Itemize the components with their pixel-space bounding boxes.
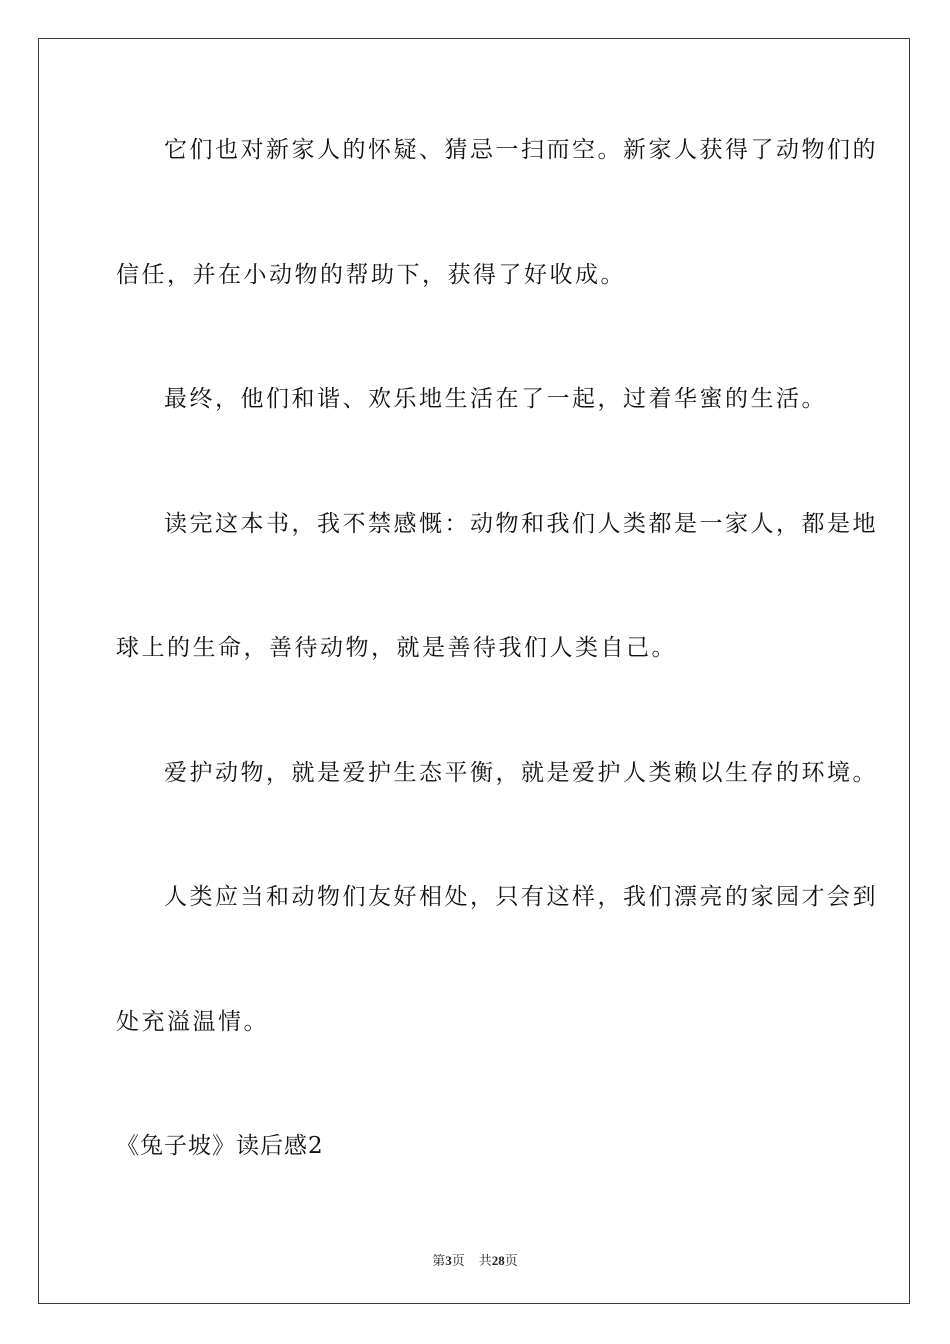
section-heading: 《兔子坡》读后感2 [116, 1133, 324, 1159]
total-label-suffix: 页 [504, 1253, 518, 1268]
page-footer [0, 1250, 950, 1269]
paragraph-1-line-1: 它们也对新家人的怀疑、猜忌一扫而空。新家人获得了动物们的 [164, 137, 878, 163]
paragraph-1-line-2: 信任，并在小动物的帮助下，获得了好收成。 [116, 262, 626, 288]
total-page-count: 28 [491, 1253, 505, 1268]
page-border [38, 38, 910, 1304]
paragraph-5-line-1: 人类应当和动物们友好相处，只有这样，我们漂亮的家园才会到 [164, 884, 878, 910]
current-page-number: 3 [445, 1253, 452, 1268]
paragraph-3-line-2: 球上的生命，善待动物，就是善待我们人类自己。 [116, 635, 677, 661]
paragraph-2-line-1: 最终，他们和谐、欢乐地生活在了一起，过着华蜜的生活。 [164, 386, 827, 412]
paragraph-3-line-1: 读完这本书，我不禁感慨：动物和我们人类都是一家人，都是地 [164, 511, 878, 537]
paragraph-4-line-1: 爱护动物，就是爱护生态平衡，就是爱护人类赖以生存的环境。 [164, 760, 878, 786]
page-label-suffix: 页 [451, 1253, 465, 1268]
total-label-prefix: 共 [478, 1253, 492, 1268]
page-label-prefix: 第 [432, 1253, 446, 1268]
paragraph-5-line-2: 处充溢温情。 [116, 1009, 269, 1035]
